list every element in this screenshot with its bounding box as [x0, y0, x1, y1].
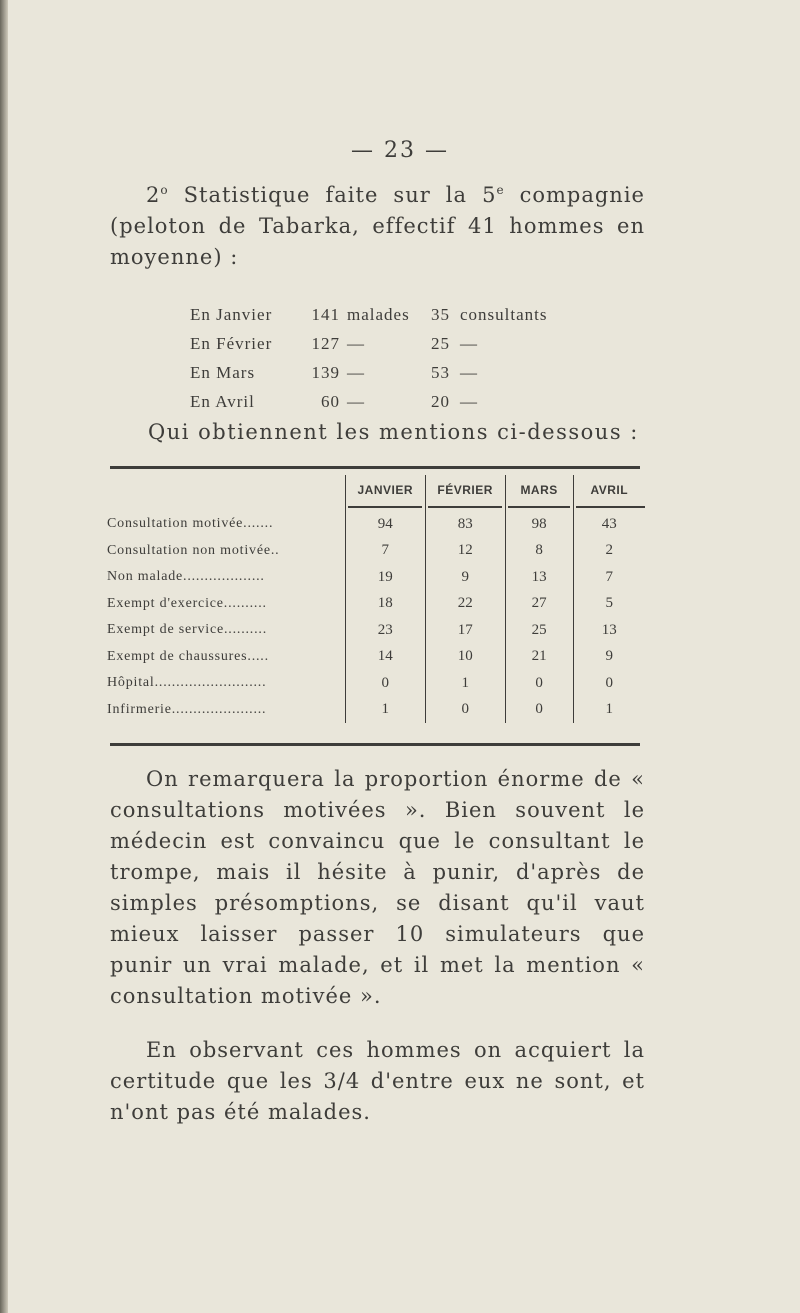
page-number: — 23 —: [351, 138, 449, 163]
table-cell: 7: [345, 538, 425, 565]
table-cell: 25: [505, 617, 573, 644]
row-label: Consultation non motivée..: [107, 542, 280, 558]
table-row: [105, 644, 645, 671]
column-header: AVRIL: [573, 475, 645, 505]
row-label: Exempt de chaussures.....: [107, 648, 269, 664]
stats-malades: 139: [311, 363, 340, 382]
page-edge: [0, 0, 8, 1313]
table-cell: 0: [573, 670, 645, 697]
stats-malades-label: —: [347, 363, 365, 382]
stats-consultants: 20: [431, 392, 450, 411]
table-row: [105, 591, 645, 618]
stats-malades: 127: [311, 334, 340, 353]
table-cell: 23: [345, 617, 425, 644]
intro-paragraph: [110, 180, 645, 273]
table-cell: 19: [345, 564, 425, 591]
table-row: [105, 505, 645, 538]
stats-month: En Mars: [190, 363, 256, 382]
remark-text: On remarquera la proportion énorme de « consultations motivées ». Bien souvent le médecin est convaincu que le consultant le trompe, mais il hésite à punir, d'après de simples présomptions, se disant qu'il vaut mieux laisser passer 10 simulateurs que punir un vrai malade, et il met la mention « consultation motivée ».: [110, 767, 645, 1008]
table-bottom-rule: [110, 743, 640, 746]
table-cell: 8: [505, 538, 573, 565]
table-cell: 12: [425, 538, 505, 565]
table-cell: 27: [505, 591, 573, 618]
table-cell: 18: [345, 591, 425, 618]
header-underline: [508, 506, 570, 508]
monthly-stats: [190, 300, 590, 416]
table-cell: 83: [425, 505, 505, 538]
table-cell: 17: [425, 617, 505, 644]
table-cell: 21: [505, 644, 573, 671]
mentions-table-wrap: [105, 475, 645, 723]
column-header: MARS: [505, 475, 573, 505]
table-top-rule: [110, 466, 640, 469]
stats-consultants-label: —: [460, 392, 478, 411]
stats-row: [190, 387, 590, 416]
header-underline: [576, 506, 645, 508]
table-cell: 0: [425, 697, 505, 724]
table-cell: 0: [505, 670, 573, 697]
table-cell: 13: [505, 564, 573, 591]
stats-row: [190, 358, 590, 387]
stats-consultants-label: —: [460, 334, 478, 353]
table-row: [105, 617, 645, 644]
intro-degree: o: [160, 183, 169, 197]
table-cell: 2: [573, 538, 645, 565]
table-cell: 1: [345, 697, 425, 724]
table-cell: 14: [345, 644, 425, 671]
table-cell: 9: [425, 564, 505, 591]
table-cell: 5: [573, 591, 645, 618]
table-cell: 9: [573, 644, 645, 671]
table-cell: 7: [573, 564, 645, 591]
intro-number: 2: [146, 183, 161, 207]
stats-consultants: 53: [431, 363, 450, 382]
row-label: Infirmerie......................: [107, 701, 267, 717]
table-cell: 98: [505, 505, 573, 538]
conclusion-paragraph: [110, 1035, 645, 1128]
conclusion-text: En observant ces hommes on acquiert la certitude que les 3/4 d'entre eux ne sont, et n'ont pas été malades.: [110, 1038, 645, 1124]
table-cell: 1: [425, 670, 505, 697]
table-cell: 0: [345, 670, 425, 697]
table-cell: 1: [573, 697, 645, 724]
intro-text-1: Statistique faite sur la 5: [168, 183, 497, 207]
table-row: [105, 538, 645, 565]
table-cell: 94: [345, 505, 425, 538]
header-underline: [348, 506, 422, 508]
column-header: FÉVRIER: [425, 475, 505, 505]
row-label: Exempt d'exercice..........: [107, 595, 267, 611]
table-row: [105, 564, 645, 591]
header-label-cell: [105, 475, 345, 505]
stats-month: En Avril: [190, 392, 255, 411]
table-cell: 13: [573, 617, 645, 644]
stats-month: En Février: [190, 334, 273, 353]
row-label: Exempt de service..........: [107, 622, 268, 638]
table-row: [105, 697, 645, 724]
table-cell: 10: [425, 644, 505, 671]
stats-malades-label: —: [347, 392, 365, 411]
intro-superscript: e: [496, 183, 505, 197]
stats-malades-label: malades: [347, 305, 410, 324]
stats-malades-label: —: [347, 334, 365, 353]
mentions-table: [105, 475, 645, 723]
intro-text-2: compagnie (peloton de Tabarka, effectif 41 hommes en moyenne) :: [110, 183, 645, 269]
stats-consultants-label: —: [460, 363, 478, 382]
mentions-intro: Qui obtiennent les mentions ci-dessous :: [148, 420, 639, 444]
row-label: Hôpital..........................: [107, 675, 267, 691]
stats-malades: 60: [321, 392, 340, 411]
stats-row: [190, 300, 590, 329]
table-cell: 0: [505, 697, 573, 724]
table-cell: 43: [573, 505, 645, 538]
stats-row: [190, 329, 590, 358]
table-header-row: [105, 475, 645, 505]
table-cell: 22: [425, 591, 505, 618]
column-header: JANVIER: [345, 475, 425, 505]
stats-consultants-label: consultants: [460, 305, 548, 324]
header-underline: [428, 506, 502, 508]
stats-consultants: 25: [431, 334, 450, 353]
stats-month: En Janvier: [190, 305, 273, 324]
stats-consultants: 35: [431, 305, 450, 324]
remark-paragraph: [110, 764, 645, 1012]
table-row: [105, 670, 645, 697]
stats-malades: 141: [311, 305, 340, 324]
row-label: Non malade...................: [107, 569, 265, 585]
row-label: Consultation motivée.......: [107, 516, 274, 532]
